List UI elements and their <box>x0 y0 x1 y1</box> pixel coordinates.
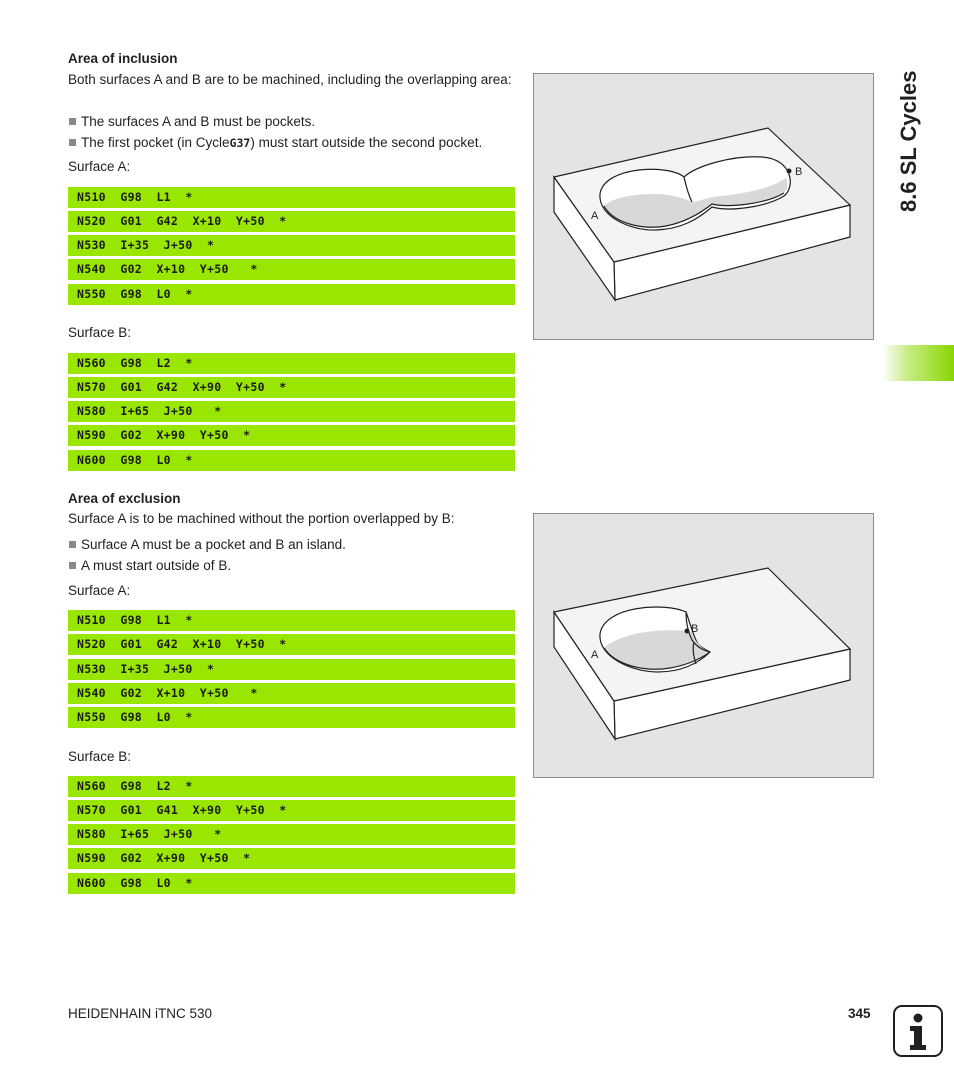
code-line: N590 G02 X+90 Y+50 * <box>68 848 515 869</box>
code-line: N570 G01 G41 X+90 Y+50 * <box>68 800 515 821</box>
bullet-square-icon <box>69 541 76 548</box>
bullet-text: ) must start outside the second pocket. <box>250 135 483 150</box>
inclusion-figure <box>533 73 874 340</box>
inclusion-heading: Area of inclusion <box>68 51 178 66</box>
exclusion-surface-a-label: Surface A: <box>68 583 131 598</box>
code-line: N600 G98 L0 * <box>68 873 515 894</box>
exclusion-surface-b-label: Surface B: <box>68 749 132 764</box>
label-a: A <box>591 649 599 661</box>
inclusion-surface-a-label: Surface A: <box>68 159 131 174</box>
bullet-text: The surfaces A and B must be pockets. <box>81 114 316 129</box>
code-line: N600 G98 L0 * <box>68 450 515 471</box>
code-line: N580 I+65 J+50 * <box>68 824 515 845</box>
label-b: B <box>795 166 803 178</box>
exclusion-figure <box>533 513 874 778</box>
inclusion-diagram <box>534 74 875 341</box>
code-line: N550 G98 L0 * <box>68 284 515 305</box>
code-line: N530 I+35 J+50 * <box>68 235 515 256</box>
exclusion-heading: Area of exclusion <box>68 491 181 506</box>
inclusion-bullet-2 <box>68 135 482 150</box>
code-line: N520 G01 G42 X+10 Y+50 * <box>68 211 515 232</box>
chapter-tab <box>882 345 954 381</box>
code-line: N530 I+35 J+50 * <box>68 659 515 680</box>
code-line: N540 G02 X+10 Y+50 * <box>68 683 515 704</box>
footer-manual-name: HEIDENHAIN iTNC 530 <box>68 1006 213 1021</box>
bullet-square-icon <box>69 562 76 569</box>
info-i-glyph <box>895 1007 941 1055</box>
label-a: A <box>591 210 599 222</box>
bullet-text: The first pocket (in Cycle <box>81 135 230 150</box>
code-line: N560 G98 L2 * <box>68 353 515 374</box>
code-line: N560 G98 L2 * <box>68 776 515 797</box>
label-b: B <box>691 623 699 635</box>
bullet-square-icon <box>69 118 76 125</box>
cycle-code: G37 <box>229 135 251 150</box>
code-line: N520 G01 G42 X+10 Y+50 * <box>68 634 515 655</box>
info-icon <box>893 1005 943 1057</box>
bullet-square-icon <box>69 139 76 146</box>
inclusion-surface-b-label: Surface B: <box>68 325 132 340</box>
bullet-text: A must start outside of B. <box>81 558 232 573</box>
code-line: N590 G02 X+90 Y+50 * <box>68 425 515 446</box>
exclusion-intro: Surface A is to be machined without the portion overlapped by B: <box>68 511 455 526</box>
code-line: N510 G98 L1 * <box>68 187 515 208</box>
inclusion-bullet-1 <box>68 114 315 129</box>
code-line: N510 G98 L1 * <box>68 610 515 631</box>
exclusion-bullet-1 <box>68 537 346 552</box>
exclusion-diagram <box>534 514 875 779</box>
page-number: 345 <box>848 1006 871 1021</box>
exclusion-bullet-2 <box>68 558 231 573</box>
bullet-text: Surface A must be a pocket and B an island. <box>81 537 346 552</box>
code-line: N570 G01 G42 X+90 Y+50 * <box>68 377 515 398</box>
inclusion-intro: Both surfaces A and B are to be machined, including the overlapping area: <box>68 72 512 87</box>
section-title: 8.6 SL Cycles <box>896 70 921 212</box>
code-line: N540 G02 X+10 Y+50 * <box>68 259 515 280</box>
code-line: N580 I+65 J+50 * <box>68 401 515 422</box>
code-line: N550 G98 L0 * <box>68 707 515 728</box>
